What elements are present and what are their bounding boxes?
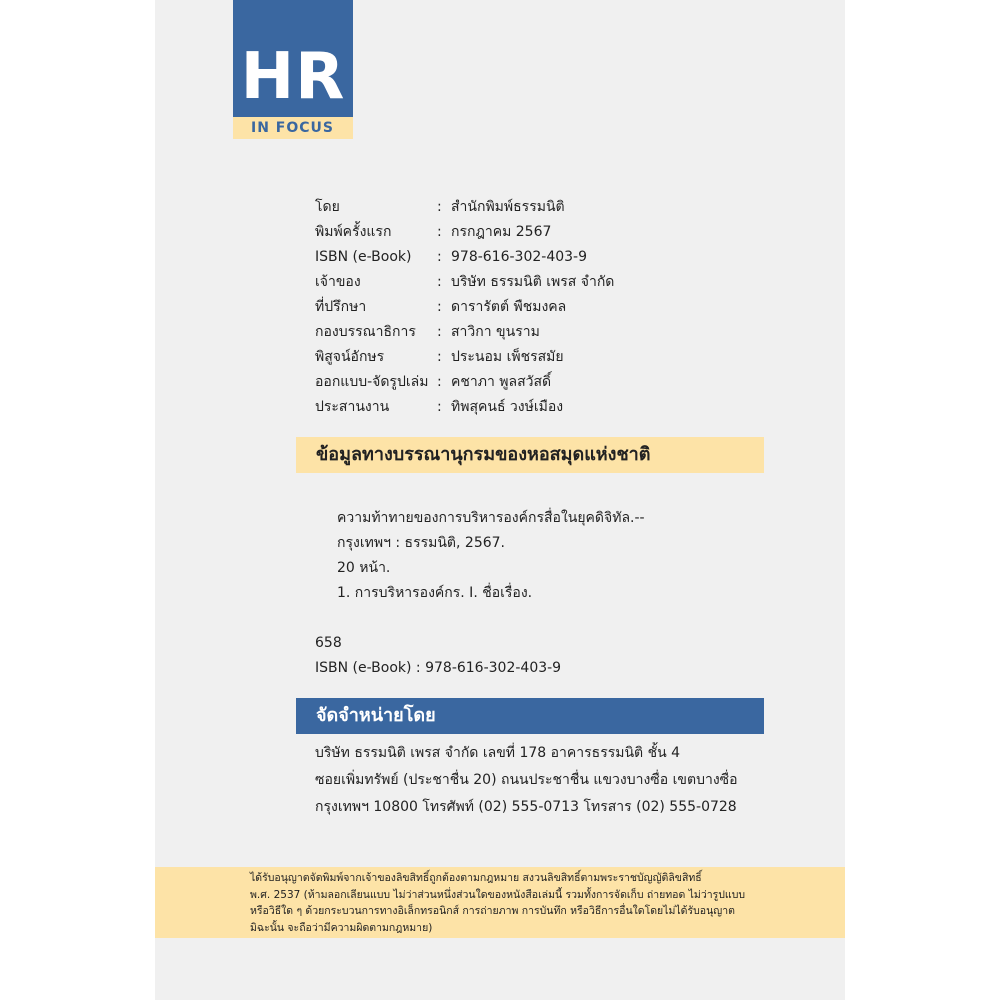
credit-value: ประนอม เพ็ชรสมัย: [451, 349, 564, 365]
credit-colon: :: [437, 224, 442, 240]
credit-colon: :: [437, 324, 442, 340]
credit-colon: :: [437, 349, 442, 365]
credit-label: ออกแบบ-จัดรูปเล่ม: [315, 374, 429, 390]
catalog-heading: ข้อมูลทางบรรณานุกรมของหอสมุดแห่งชาติ: [296, 437, 764, 473]
credit-colon: :: [437, 299, 442, 315]
credit-value: สำนักพิมพ์ธรรมนิติ: [451, 199, 565, 215]
credit-value: ทิพสุคนธ์ วงษ์เมือง: [451, 399, 564, 415]
distribution-line: ซอยเพิ่มทรัพย์ (ประชาชื่น 20) ถนนประชาชื่น แขวงบางซื่อ เขตบางซื่อ: [315, 772, 738, 788]
copyright-line: หรือวิธีใด ๆ ด้วยกระบวนการทางอิเล็กทรอนิกส์ การถ่ายภาพ การบันทึก หรือวิธีการอื่นใดโดยไม่ได้รับอนุญาต: [250, 905, 735, 917]
credit-label: ประสานงาน: [315, 399, 390, 415]
credit-colon: :: [437, 249, 442, 265]
catalog-entry: [337, 506, 757, 606]
credit-row: [315, 245, 755, 270]
hr-in-focus-logo: [233, 0, 353, 139]
distribution-line: บริษัท ธรรมนิติ เพรส จำกัด เลขที่ 178 อาคารธรรมนิติ ชั้น 4: [315, 745, 681, 761]
credit-row: [315, 320, 755, 345]
credit-label: ที่ปรึกษา: [315, 299, 367, 315]
logo-blue-block: [233, 0, 353, 117]
copyright-notice: [155, 867, 845, 938]
credit-label: เจ้าของ: [315, 274, 361, 290]
credit-row: [315, 395, 755, 420]
distribution-address: [315, 740, 738, 821]
credit-label: กองบรรณาธิการ: [315, 324, 416, 340]
credit-value: กรกฎาคม 2567: [451, 224, 552, 240]
credit-value: ดารารัตต์ พืชมงคล: [451, 299, 567, 315]
credit-row: [315, 195, 755, 220]
catalog-line: 20 หน้า.: [337, 560, 391, 576]
catalog-line: ความท้าทายของการบริหารองค์กรสื่อในยุคดิจิทัล.--: [337, 510, 645, 526]
credit-row: [315, 220, 755, 245]
credit-value: 978-616-302-403-9: [451, 249, 588, 265]
copyright-line: มิฉะนั้น จะถือว่ามีความผิดตามกฎหมาย): [250, 921, 433, 934]
classification-number: 658: [315, 635, 342, 651]
credit-label: พิสูจน์อักษร: [315, 349, 385, 365]
logo-main-text: HR: [240, 40, 346, 114]
credit-value: บริษัท ธรรมนิติ เพรส จำกัด: [451, 274, 615, 290]
credit-row: [315, 345, 755, 370]
classification-block: [315, 631, 561, 681]
credits-block: [315, 195, 755, 420]
catalog-line: 1. การบริหารองค์กร. I. ชื่อเรื่อง.: [337, 585, 533, 601]
credit-value: สาวิกา ขุนราม: [451, 324, 540, 340]
credit-label: โดย: [315, 199, 340, 215]
credit-label: ISBN (e-Book): [315, 249, 412, 265]
credit-row: [315, 370, 755, 395]
document-page: [155, 0, 845, 1000]
credit-colon: :: [437, 374, 442, 390]
catalog-line: กรุงเทพฯ : ธรรมนิติ, 2567.: [337, 535, 506, 551]
credit-colon: :: [437, 399, 442, 415]
credit-row: [315, 295, 755, 320]
distribution-line: กรุงเทพฯ 10800 โทรศัพท์ (02) 555-0713 โทรสาร (02) 555-0728: [315, 799, 737, 815]
isbn-line: ISBN (e-Book) : 978-616-302-403-9: [315, 660, 562, 676]
credit-label: พิมพ์ครั้งแรก: [315, 224, 392, 240]
logo-sub-text: IN FOCUS: [233, 117, 353, 139]
copyright-line: พ.ศ. 2537 (ห้ามลอกเลียนแบบ ไม่ว่าส่วนหนึ่งส่วนใดของหนังสือเล่มนี้ รวมทั้งการจัดเก็บ ถ่ายทอด ไม่ว่ารูปแบบ: [250, 888, 746, 901]
credit-colon: :: [437, 199, 442, 215]
copyright-line: ได้รับอนุญาตจัดพิมพ์จากเจ้าของลิขสิทธิ์ถูกต้องตามกฎหมาย สงวนลิขสิทธิ์ตามพระราชบัญญัติลิขสิทธิ์: [250, 872, 702, 884]
credit-colon: :: [437, 274, 442, 290]
distribution-heading: จัดจำหน่ายโดย: [296, 698, 764, 734]
credit-row: [315, 270, 755, 295]
credit-value: คชาภา พูลสวัสดิ์: [451, 374, 552, 390]
